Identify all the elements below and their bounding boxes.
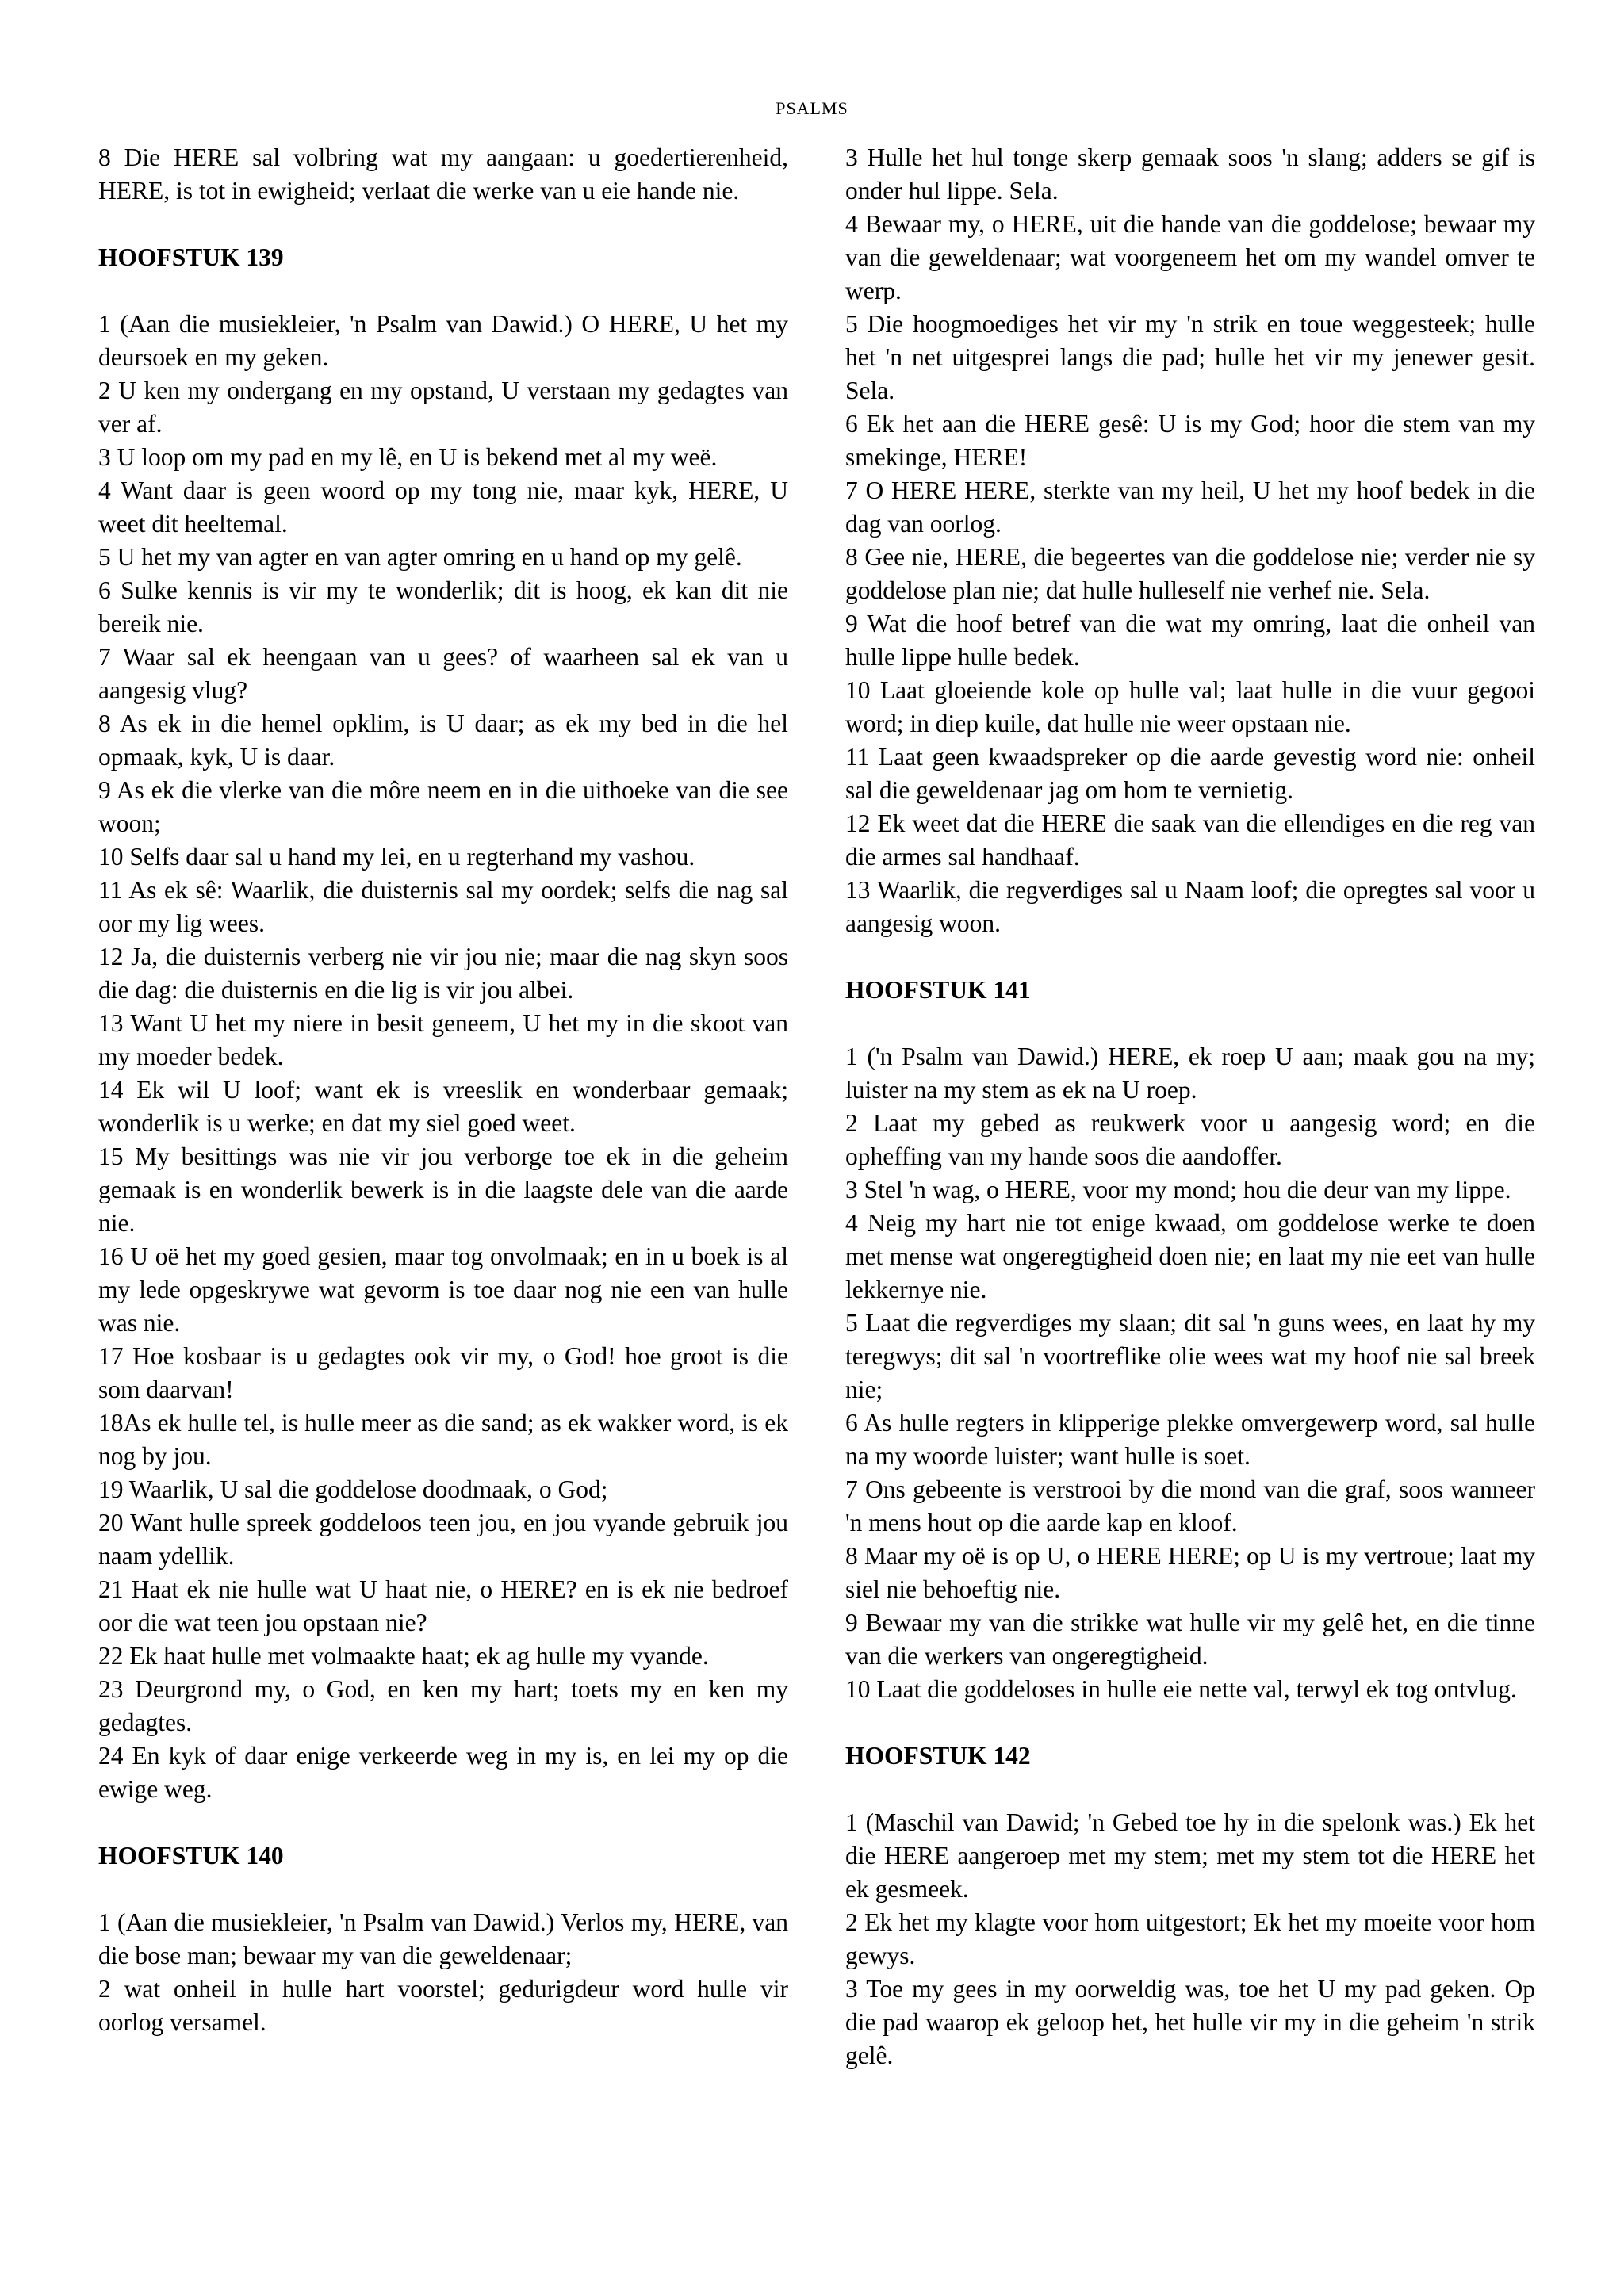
verse: 5 U het my van agter en van agter omring en u hand op my gelê.: [98, 543, 742, 571]
right-column: [845, 141, 1535, 2072]
verse: 8 Die HERE sal volbring wat my aangaan: u goedertierenheid, HERE, is tot in ewigheid; verlaat die werke van u eie hande nie.: [98, 144, 788, 205]
verse: 6 Sulke kennis is vir my te wonderlik; dit is hoog, ek kan dit nie bereik nie.: [98, 576, 788, 637]
verse: 5 Die hoogmoediges het vir my 'n strik en toue weggesteek; hulle het 'n net uitgesprei langs die pad; hulle het vir my jenewer gesit. Sela.: [845, 310, 1535, 404]
verse: 1 (Aan die musiekleier, 'n Psalm van Dawid.) Verlos my, HERE, van die bose man; bewaar my van die geweldenaar;: [98, 1908, 788, 1969]
chapter-heading: HOOFSTUK 140: [98, 1842, 284, 1869]
verse: 9 As ek die vlerke van die môre neem en in die uithoeke van die see woon;: [98, 776, 788, 837]
verse: 20 Want hulle spreek goddeloos teen jou, en jou vyande gebruik jou naam ydellik.: [98, 1509, 788, 1570]
verse: 19 Waarlik, U sal die goddelose doodmaak, o God;: [98, 1475, 608, 1503]
verse: 23 Deurgrond my, o God, en ken my hart; toets my en ken my gedagtes.: [98, 1675, 788, 1736]
verse: 12 Ek weet dat die HERE die saak van die ellendiges en die reg van die armes sal handhaaf.: [845, 809, 1535, 871]
verse: 9 Wat die hoof betref van die wat my omring, laat die onheil van hulle lippe hulle bedek.: [845, 610, 1535, 671]
verse: 2 Laat my gebed as reukwerk voor u aangesig word; en die opheffing van my hande soos die aandoffer.: [845, 1109, 1535, 1170]
verse: 1 (Maschil van Dawid; 'n Gebed toe hy in die spelonk was.) Ek het die HERE aangeroep met my stem; met my stem tot die HERE het ek gesmeek.: [845, 1808, 1535, 1903]
chapter-heading: HOOFSTUK 141: [845, 976, 1031, 1004]
verse: 8 As ek in die hemel opklim, is U daar; as ek my bed in die hel opmaak, kyk, U is daar.: [98, 710, 788, 771]
verse: 24 En kyk of daar enige verkeerde weg in my is, en lei my op die ewige weg.: [98, 1742, 788, 1803]
verse: 11 As ek sê: Waarlik, die duisternis sal my oordek; selfs die nag sal oor my lig wees.: [98, 876, 788, 937]
verse: 3 Stel 'n wag, o HERE, voor my mond; hou die deur van my lippe.: [845, 1176, 1511, 1203]
chapter-heading: HOOFSTUK 139: [98, 243, 284, 271]
verse: 10 Laat die goddeloses in hulle eie nette val, terwyl ek tog ontvlug.: [845, 1675, 1517, 1703]
verse: 18As ek hulle tel, is hulle meer as die sand; as ek wakker word, is ek nog by jou.: [98, 1409, 788, 1470]
verse: 1 (Aan die musiekleier, 'n Psalm van Dawid.) O HERE, U het my deursoek en my geken.: [98, 310, 788, 371]
verse: 10 Selfs daar sal u hand my lei, en u regterhand my vashou.: [98, 843, 695, 871]
verse: 4 Bewaar my, o HERE, uit die hande van die goddelose; bewaar my van die geweldenaar; wat voorgeneem het om my wandel omver te werp.: [845, 210, 1535, 304]
verse: 12 Ja, die duisternis verberg nie vir jou nie; maar die nag skyn soos die dag: die duisternis en die lig is vir jou albei.: [98, 943, 788, 1004]
verse: 9 Bewaar my van die strikke wat hulle vir my gelê het, en die tinne van die werkers van ongeregtigheid.: [845, 1609, 1535, 1670]
verse: 1 ('n Psalm van Dawid.) HERE, ek roep U aan; maak gou na my; luister na my stem as ek na U roep.: [845, 1043, 1535, 1104]
verse: 5 Laat die regverdiges my slaan; dit sal 'n guns wees, en laat hy my teregwys; dit sal 'n voortreflike olie wees wat my hoof nie sal breek nie;: [845, 1309, 1535, 1403]
verse: 13 Want U het my niere in besit geneem, U het my in die skoot van my moeder bedek.: [98, 1009, 788, 1070]
verse: 14 Ek wil U loof; want ek is vreeslik en wonderbaar gemaak; wonderlik is u werke; en dat my siel goed weet.: [98, 1076, 788, 1137]
verse: 6 Ek het aan die HERE gesê: U is my God; hoor die stem van my smekinge, HERE!: [845, 410, 1535, 471]
verse: 10 Laat gloeiende kole op hulle val; laat hulle in die vuur gegooi word; in diep kuile, dat hulle nie weer opstaan nie.: [845, 676, 1535, 737]
verse: 2 U ken my ondergang en my opstand, U verstaan my gedagtes van ver af.: [98, 377, 788, 438]
verse: 3 U loop om my pad en my lê, en U is bekend met al my weë.: [98, 443, 718, 471]
verse: 3 Toe my gees in my oorweldig was, toe het U my pad geken. Op die pad waarop ek geloop het, het hulle vir my in die geheim 'n strik gelê.: [845, 1975, 1535, 2069]
verse: 6 As hulle regters in klipperige plekke omvergewerp word, sal hulle na my woorde luister; want hulle is soet.: [845, 1409, 1535, 1470]
verse: 11 Laat geen kwaadspreker op die aarde gevestig word nie: onheil sal die geweldenaar jag om hom te vernietig.: [845, 743, 1535, 804]
verse: 17 Hoe kosbaar is u gedagtes ook vir my, o God! hoe groot is die som daarvan!: [98, 1342, 788, 1403]
chapter-heading: HOOFSTUK 142: [845, 1742, 1031, 1770]
verse: 8 Maar my oë is op U, o HERE HERE; op U is my vertroue; laat my siel nie behoeftig nie.: [845, 1542, 1535, 1603]
verse: 3 Hulle het hul tonge skerp gemaak soos 'n slang; adders se gif is onder hul lippe. Sela.: [845, 144, 1535, 205]
verse: 4 Neig my hart nie tot enige kwaad, om goddelose werke te doen met mense wat ongeregtigheid doen nie; en laat my nie eet van hulle lekkernye nie.: [845, 1209, 1535, 1303]
verse: 7 Waar sal ek heengaan van u gees? of waarheen sal ek van u aangesig vlug?: [98, 643, 788, 704]
running-head: PSALMS: [776, 98, 848, 118]
verse: 7 Ons gebeente is verstrooi by die mond van die graf, soos wanneer 'n mens hout op die aarde kap en kloof.: [845, 1475, 1535, 1536]
verse: 2 Ek het my klagte voor hom uitgestort; Ek het my moeite voor hom gewys.: [845, 1908, 1535, 1969]
verse: 2 wat onheil in hulle hart voorstel; gedurigdeur word hulle vir oorlog versamel.: [98, 1975, 788, 2036]
verse: 8 Gee nie, HERE, die begeertes van die goddelose nie; verder nie sy goddelose plan nie; dat hulle hulleself nie verhef nie. Sela.: [845, 543, 1535, 604]
verse: 13 Waarlik, die regverdiges sal u Naam loof; die opregtes sal voor u aangesig woon.: [845, 876, 1535, 937]
verse: 21 Haat ek nie hulle wat U haat nie, o HERE? en is ek nie bedroef oor die wat teen jou opstaan nie?: [98, 1575, 788, 1636]
verse: 15 My besittings was nie vir jou verborge toe ek in die geheim gemaak is en wonderlik bewerk is in die laagste dele van die aarde nie.: [98, 1142, 788, 1237]
left-column: [98, 141, 788, 2039]
verse: 4 Want daar is geen woord op my tong nie, maar kyk, HERE, U weet dit heeltemal.: [98, 476, 788, 538]
verse: 16 U oë het my goed gesien, maar tog onvolmaak; en in u boek is al my lede opgeskrywe wat gevorm is toe daar nog nie een van hulle was nie.: [98, 1242, 788, 1337]
verse: 7 O HERE HERE, sterkte van my heil, U het my hoof bedek in die dag van oorlog.: [845, 476, 1535, 538]
verse: 22 Ek haat hulle met volmaakte haat; ek ag hulle my vyande.: [98, 1642, 709, 1670]
